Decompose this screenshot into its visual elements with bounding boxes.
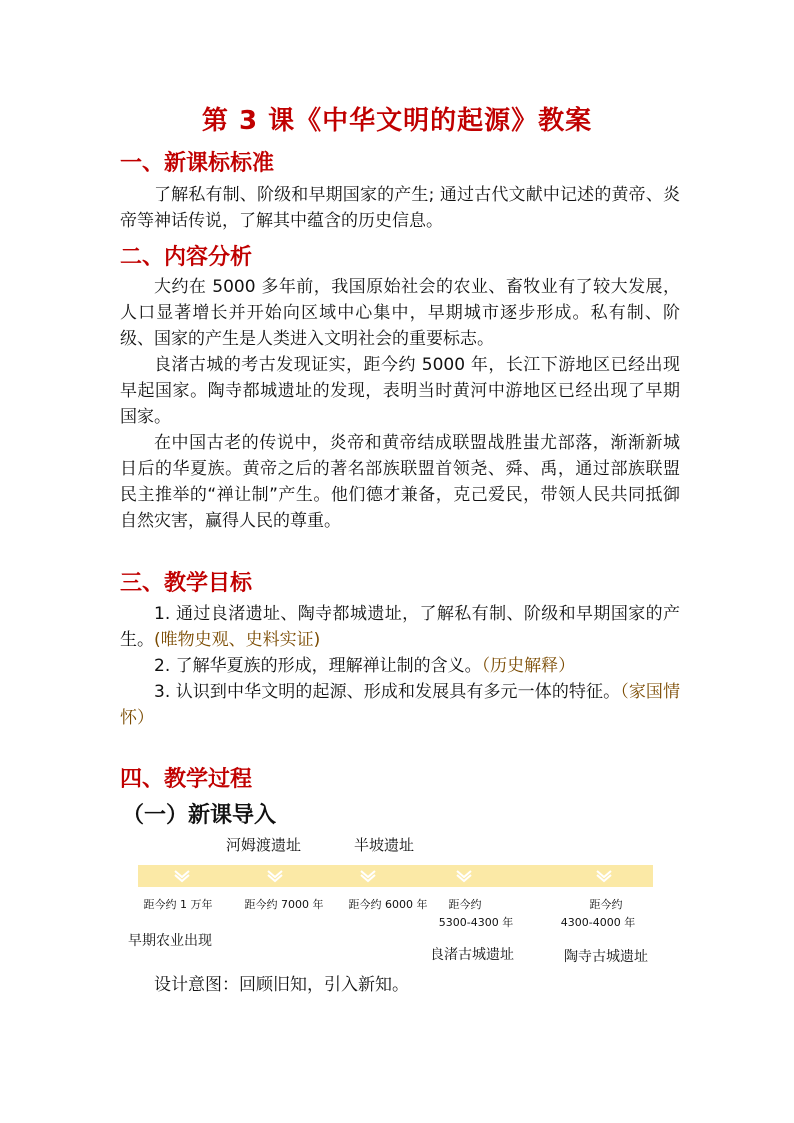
timeline-label-early-agriculture: 早期农业出现 — [128, 933, 212, 949]
timeline-time-3: 距今约 6000 年 — [348, 898, 428, 911]
timeline-time-5a: 距今约 — [589, 898, 623, 911]
goal-1-text: 1. 通过良渚遗址、陶寺都城遗址，了解私有制、阶级和早期国家的产生。 — [120, 604, 680, 650]
timeline-bar — [138, 865, 653, 887]
section-heading-process: 四、教学过程 — [120, 767, 253, 792]
subsection-heading-intro: （一）新课导入 — [122, 803, 277, 828]
goal-item-2 — [120, 653, 680, 679]
timeline-label-hemudu: 河姆渡遗址 — [226, 836, 302, 854]
timeline-time-4b: 5300-4300 年 — [438, 916, 514, 929]
goal-1-tag: (唯物史观、史料实证) — [154, 630, 321, 650]
goal-2-tag: （历史解释） — [481, 656, 576, 676]
chevron-down-icon — [358, 869, 378, 883]
page-title: 第 3 课《中华文明的起源》教案 — [201, 106, 593, 136]
chevron-down-icon — [454, 869, 474, 883]
goal-3-tag: （家国情怀） — [120, 682, 681, 728]
goal-2-text: 2. 了解华夏族的形成，理解禅让制的含义。 — [154, 656, 482, 676]
chevron-down-icon — [172, 869, 192, 883]
chevron-down-icon — [265, 869, 285, 883]
analysis-paragraph-3: 在中国古老的传说中，炎帝和黄帝结成联盟战胜蚩尤部落，渐渐新城日后的华夏族。黄帝之后的著名部族联盟首领尧、舜、禹，通过部族联盟民主推举的“禅让制”产生。他们德才兼备，克己爱民，带领人民共同抵御自然灾害，赢得人民的尊重。 — [120, 433, 680, 531]
goal-item-3 — [120, 679, 680, 731]
section-heading-standards: 一、新课标标准 — [120, 151, 275, 176]
timeline-label-liangzhu: 良渚古城遗址 — [430, 947, 514, 963]
timeline-label-taosi: 陶寺古城遗址 — [564, 949, 648, 965]
section-heading-goals: 三、教学目标 — [120, 571, 253, 596]
goal-item-1 — [120, 601, 680, 653]
analysis-paragraph-1: 大约在 5000 多年前，我国原始社会的农业、畜牧业有了较大发展，人口显著增长并开始向区域中心集中，早期城市逐步形成。私有制、阶级、国家的产生是人类进入文明社会的重要标志。 — [120, 277, 680, 349]
timeline-time-1: 距今约 1 万年 — [143, 898, 213, 911]
timeline-time-4a: 距今约 — [448, 898, 482, 911]
standards-paragraph: 了解私有制、阶级和早期国家的产生; 通过古代文献中记述的黄帝、炎帝等神话传说，了解其中蕴含的历史信息。 — [120, 185, 680, 231]
timeline-time-5b: 4300-4000 年 — [560, 916, 636, 929]
design-intent: 设计意图：回顾旧知，引入新知。 — [154, 975, 409, 995]
section-heading-analysis: 二、内容分析 — [120, 245, 253, 270]
chevron-down-icon — [594, 869, 614, 883]
timeline-label-banpo: 半坡遗址 — [354, 836, 415, 854]
analysis-paragraph-2: 良渚古城的考古发现证实，距今约 5000 年，长江下游地区已经出现早起国家。陶寺都城遗址的发现，表明当时黄河中游地区已经出现了早期国家。 — [120, 355, 680, 427]
timeline-time-2: 距今约 7000 年 — [244, 898, 324, 911]
goal-3-text: 3. 认识到中华文明的起源、形成和发展具有多元一体的特征。 — [154, 682, 621, 702]
